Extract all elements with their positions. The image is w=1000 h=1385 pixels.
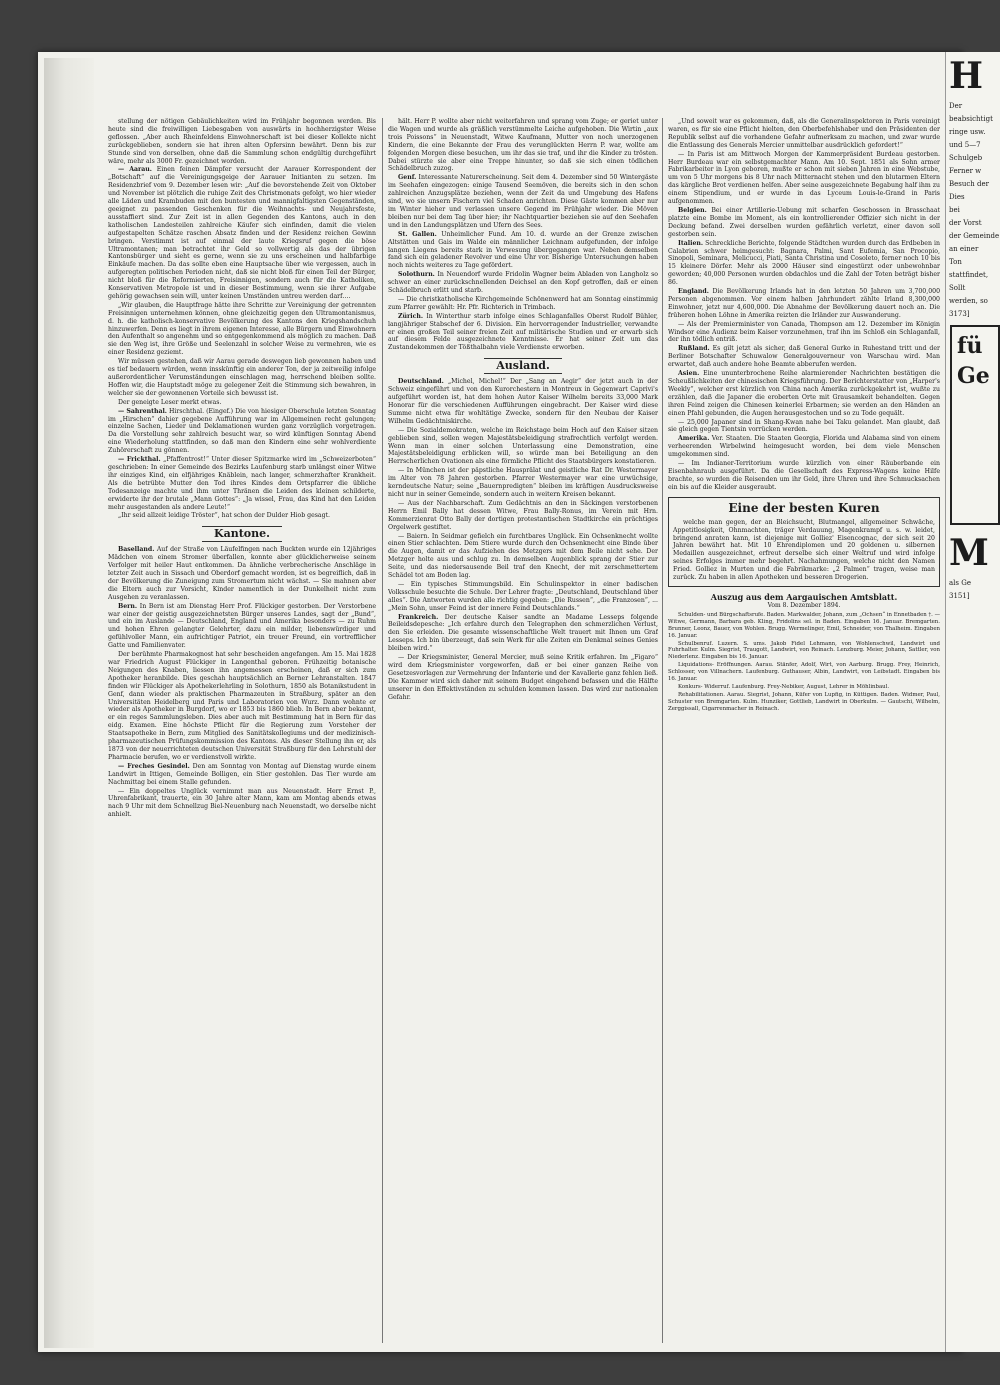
fragment-text: der Vorst: [949, 219, 982, 227]
article-paragraph: — Im Indianer-Territorium wurde kürzlich von einer Räuberbande ein Eisenbahnraub ausgeführt. Da die Gesellschaft des Express-Wagens keine Hilfe brachte, so wurden die Reisenden um ihr Geld, ihre Uhren und ihre Schmucksachen ein bis auf die Kleider ausgeraubt.: [668, 460, 940, 491]
article-paragraph: [668, 240, 940, 287]
article-paragraph: [668, 207, 940, 239]
article-head: Deutschland.: [398, 378, 444, 386]
page-gutter-shadow: [44, 58, 94, 1348]
article-text: „Michel, Michel!“ Der „Sang an Aegir“ der jetzt auch in der Schweiz eingeführt und von den Kurorchestern in Montreux in Gegenwart Caprivi's aufgeführt worden ist, hat dem hohen Autor Kaiser Wilhelm bereits 33,000 Mark Honorar für die verschiedenen Aufführungen eingebracht. Der Kaiser wird diese Summe nicht etwa für wohltätige Zwecke, sondern für den Neubau der Kaiser Wilhelm Gedächtniskirche.: [388, 378, 658, 425]
article-paragraph: hält. Herr P. wollte aber nicht weiterfahren und sprang vom Zuge; er geriet unter die Wagen und wurde als gräßlich verstümmelte Leiche aufgehoben. Die Wirtin „aux trois Poissons“ in Neuenstadt, Witwe Kaufmann, Mutter von noch unerzogenen Kindern, die eine Bekannte der Frau des verunglückten Herrn P. war, wollte am folgenden Morgen diese besuchen, um ihr das sie traf, und ihr die Kinder zu trösten. Dabei stürzte sie aber eine Treppe hinunter, so daß sie sich einen tödlichen Schädelbruch zuzog.: [388, 118, 658, 173]
article-paragraph: — Die Sozialdemokraten, welche im Reichstage beim Hoch auf den Kaiser sitzen geblieben sind, sollen wegen Majestätsbeleidigung strafrechtlich verfolgt werden. Wenn man in einer solchen Unterlassung eine Demonstration, eine Majestätsbeleidigung erblicken will, so würde man bei Beteiligung an den Herrscherlichen Ovationen als eine förmliche Pflicht des Staatsbürgers konstatieren.: [388, 426, 658, 466]
notice-entry: Konkurs- Widerruf. Laufenburg. Frey-Nebiker, August, Lehrer in Möhlinbaul.: [678, 684, 890, 690]
column-rule: [662, 118, 663, 1343]
article-text: Den am Sonntag von Montag auf Dienstag wurde einem Landwirt in Ittigen, Gemeinde Bolligen, ein Stier gestohlen. Das Tier wurde am Nachmittag bei einem Stalle gefunden.: [108, 762, 376, 786]
article-paragraph: [668, 435, 940, 459]
section-heading-ausland: Ausland.: [388, 358, 658, 374]
section-heading-kantone: Kantone.: [108, 526, 376, 542]
fragment-text: und 5—7: [949, 141, 981, 149]
fragment-text: an einer: [949, 245, 979, 253]
fragment-text: Schulgeb: [949, 154, 983, 162]
column-rule: [382, 118, 383, 1343]
article-paragraph: — 25,000 Japaner sind in Shang-Kwan nahe bei Taku gelandet. Man glaubt, daß sie gleich gegen Tientsin vorrücken werden.: [668, 418, 940, 434]
fragment-text: Ferner w: [949, 167, 982, 175]
fragment-text: Ton: [949, 258, 962, 266]
article-head: — Freches Gesindel.: [118, 762, 190, 770]
article-paragraph: [388, 614, 658, 654]
fragment-text: Besuch der: [949, 180, 990, 188]
article-paragraph: — Aus der Nachbarschaft. Zum Gedächtnis an den in Säckingen verstorbenen Herrn Emil Bally hat dessen Witwe, Frau Bally-Ronus, im Verein mit Hrn. Kommerzienrat Otto Bally der dortigen protestantischen Stadtkirche ein prächtiges Orgelwerk gestiftet.: [388, 499, 658, 531]
fragment-ad-text: Ge: [957, 363, 990, 389]
article-paragraph: [108, 763, 376, 787]
article-head: Zürich.: [398, 312, 424, 320]
fragment-text: Der: [949, 102, 963, 110]
article-head: Solothurn.: [398, 271, 435, 279]
article-text: Schreckliche Berichte, folgende Städtchen wurden durch das Erdbeben in Calabrien schwer heimgesucht: Bagnara, Palmi, Sant Eufemia, San Procopio, Sinopoli, Seminara, Melicucci, Piati, Santa Christina und Cosoleto, ferner noch 10 bis 15 kleinere Dörfer. Mehr als 2000 Häuser sind eingestürzt oder unbewohnbar geworden; 40,000 Personen wurden obdachlos und die Zahl der Toten beträgt bisher 86.: [668, 239, 940, 287]
article-paragraph: — Als der Premierminister von Canada, Thompson am 12. Dezember im Königin Windsor eine Audienz beim Kaiser vorzunehmen, traf ihn im Schloß ein Schlaganfall, der ihn tödlich entriß.: [668, 320, 940, 344]
article-paragraph: [108, 456, 376, 511]
article-paragraph: [668, 288, 940, 320]
article-head: St. Gallen.: [398, 230, 437, 238]
article-paragraph: [388, 271, 658, 295]
article-text: In Winterthur starb infolge eines Schlaganfalles Oberst Rudolf Bühler, langjähriger Stabschef der 6. Division. Ein hervorragender Industrieller, verwandte er einen großen Teil seiner freien Zeit auf militärische Studien und er erwarb sich auf diesem Felde ausgezeichnete Kenntnisse. Er hat seiner Zeit um das Zustandekommen der Tößthalbahn viele Verdienste erworben.: [388, 312, 658, 352]
article-text: Auf der Straße von Läufelfingen nach Buckten wurde ein 12jähriges Mädchen von einem Stromer überfallen, konnte aber glücklicherweise seinem Verfolger mit heiler Haut entkommen. Da ähnliche verbrecherische Anschläge in letzter Zeit auch in Sissach und Oberdorf gemacht worden, ist es begreiflich, daß in der Bevölkerung die Zuneigung zum Stromertum nicht wächst. — Sie mahnen aber die Eltern auch zur Vorsicht, Kinder namentlich in der Dunkelheit nicht zum Ausgehen zu veranlassen.: [108, 546, 376, 601]
column-3: [668, 118, 940, 1343]
article-head: Bern.: [118, 602, 138, 610]
article-paragraph: [108, 408, 376, 455]
article-text: In Neuendorf wurde Fridolin Wagner beim Abladen von Langholz so schwer an einer zurückschnellenden Deichsel an den Kopf getroffen, daß er einen Schädelbruch erlitt und starb.: [388, 271, 658, 295]
article-paragraph: [388, 378, 658, 425]
article-paragraph: — Ein typisches Stimmungsbild. Ein Schulinspektor in einer badischen Volksschule besuchte die Schule. Der Lehrer fragte: „Deutschland, Deutschland über alles“. Die Antworten wurden alle richtig gegeben: „Die Russen“, „die Franzosen“, ... „Mein Sohn, unser Feind ist der innere Feind Deutschlands.“: [388, 580, 658, 612]
article-head: — Sahrenthal.: [118, 407, 167, 415]
advertisement-text: welche man gegen, der an Bleichsucht, Blutmangel, allgemeiner Schwäche, Appetitlosigkeit, Ohnmachten, träger Verdauung, Magenkrampf u. s. w. leidet, bringend anraten kann, ist diejenige mit Golliez' Eisencognac, der sich seit 20 Jahren bewährt hat. Mit 10 Ehrendiplomen und 20 goldenen u. silbernen Medaillen ausgezeichnet, erfreut derselbe sich einer Weltruf und wird infolge seines Erfolges immer mehr begehrt. Nachahmungen, welche nicht den Namen Fried. Golliez in Murten und die Fabrikmarke: „2 Palmen“ tragen, weise man zurück. Zu haben in allen Apotheken und besseren Drogerien.: [673, 518, 935, 582]
article-text: Der deutsche Kaiser sandte an Madame Lesseps folgende Beileidsdepesche: „Ich erfahre durch den Telegraphen den schmerzlichen Verlust, den Sie erleiden. Die gesamte wissenschaftliche Welt trauert mit Ihnen um Graf Lesseps. Ich bin überzeugt, daß sein Werk für alle Zeiten ein Denkmal seines Genies bleiben wird.“: [388, 613, 658, 653]
article-paragraph: [388, 231, 658, 271]
article-paragraph: [388, 313, 658, 353]
article-paragraph: — Baiern. In Seidmar gefielch ein furchtbares Unglück. Ein Ochsenknecht wollte einen Stier schlachten. Dem Stiere wurde durch den Ochsenknecht eine Binde über die Augen, damit er das Aufziehen des Metzgers mit dem Beile nicht sehe. Der Metzger holte aus und schlug zu. In demselben Augenblick sprang der Stier zur Seite, und das niedersausende Beil traf den Knecht, der mit zerschmettertem Schädel tot am Boden lag.: [388, 532, 658, 580]
article-paragraph: Der berühmte Pharmakognost hat sehr bescheiden angefangen. Am 15. Mai 1828 war Friedrich August Flückiger in Langenthal geboren. Frühzeitig botanische Neigungen des Knaben, liessen ihn angemessen erscheinen, daß er sich zum Apotheker heranbilde. Dies geschah hauptsächlich an Berner Lehranstalten. 1847 finden wir Flückiger als Apothekerlehrling in Solothurn, 1850 als Botanikstudent in Genf, dann wieder als praktischen Pharmazeuten in Straßburg, später an den Universitäten Heidelberg und Paris und Laboratorien von Wurz. Dann wohnte er wieder als Apotheker in Burgdorf, wo er 1853 bis 1860 blieb. In Bern aber bekannt, er ein reges Sammlungsleben. Dies aber auch mit Bestimmung hat in Bern für das eidg. Examen. Eine höchste Pflicht für die Regierung zum Vorsteher der Staatsapotheke in Bern, zum Mitglied des Sanitätskollegiums und der medizinisch-pharmazeutischen Prüfungskommission des Kantons. Als dieser Stellung ihn er, als 1873 von der neuerrichteten deutschen Universität Straßburg für den Lehrstuhl der Pharmacie berufen, wo er verdienstvoll wirkte.: [108, 651, 376, 761]
article-text: Die Bevölkerung Irlands hat in den letzten 50 Jahren um 3,700,000 Personen abgenommen. Vor einem halben Jahrhundert zählte Irland 8,300,000 Einwohner, jetzt nur 4,600,000. Die Abnahme der Bevölkerung dauert noch an. Die früheren hohen Löhne in Amerika reizten die Irländer zur Auswanderung.: [668, 288, 940, 319]
article-paragraph: [668, 345, 940, 369]
column-1: [108, 118, 376, 1343]
article-text: Einen feinen Dämpfer versucht der Aarauer Korrespondent der „Botschaft“ auf die Vereinigungsgeige der Aarauer Initianten zu setzen. Im Residenzbrief vom 9. Dezember lesen wir: „Auf die bevorstehende Zeit von Oktober und November ist plötzlich die ruhige Zeit des Christmonats gefolgt, wo hier wieder alle Läden und Krambuden mit den buntesten und mannigfaltigsten Gegenständen, geeignet zu passenden Geschenken für die Weihnachts- und Neujahrsfeste, ausstaffiert sind. Zur Zeit ist in allen Gegenden des Kantons, auch in den katholischen Landesteilen zahlreiche Käufer sich einfinden, damit die vielen aufgestapelten Schätze raschen Absatz finden und der Residenz reichen Gewinn bringen. Verstimmt ist auf einmal der laute Kriegsruf gegen die böse Ultramontanen; man betrachtet ihr Geld so vollwertig als das der übrigen Kantonsbürger und sieht es gerne, wenn sie zu uns erscheinen und halbfarbige Einkäufe machen. Da das sollte eben eine Hauptsache über wie vergessen, auch in aufgeregten politischen Perioden nicht, daß sie nicht bloß für einen Teil der Bürger, nicht bloß für die Reformierten, Freisinnigen, sondern auch für die Katholiken, Konservativen Metropole ist und in dieser Bestimmung, wenn sie ihrer Aufgabe gehörig gewachsen sein will, unter keinen Umständen untreu werden darf….: [108, 166, 376, 300]
article-paragraph: [668, 370, 940, 417]
article-paragraph: [108, 603, 376, 650]
article-head: — Aarau.: [118, 166, 152, 174]
fragment-text: 3173]: [949, 310, 970, 318]
article-text: Ver. Staaten. Die Staaten Georgia, Florida und Alabama sind von einem verheerenden Wirbelwind heimgesucht worden, bei dem viele Menschen umgekommen sind.: [668, 435, 940, 459]
article-paragraph: Der geneigte Leser merkt etwas.: [118, 398, 222, 406]
article-text: Bei einer Artillerie-Uebung mit scharfen Geschossen in Brasschaat platzte eine Bombe im Moment, als ein kontrollierender Offizier sich nicht in der Deckung befand. Zwei derselben wurden gefährlich verletzt, einer davon soll gestorben sein.: [668, 206, 940, 238]
fragment-text: ringe usw.: [949, 128, 986, 136]
fragment-text: stattfindet,: [949, 271, 989, 279]
article-paragraph: — Die christkatholische Kirchgemeinde Schönenwerd hat am Sonntag einstimmig zum Pfarrer gewählt: Hr. Pfr. Richterich in Trimbach.: [388, 295, 658, 311]
article-head: Baselland.: [118, 546, 155, 554]
article-text: Interessante Naturerscheinung. Seit dem 4. Dezember sind 50 Wintergäste im Seehafen eingezogen: einige Tausend Seemöven, die bereits sich in den schon zahlreichen Anzugsplätze beziehen, wenn der Zeit da und Umgebung des Hafens sind, wo sie unsern Fischern viel Schaden anrichten. Diese Gäste kommen aber nur im Winter hieher und verlassen unsere Gegend im Frühjahr wieder. Die Möven bleiben nur bei dem Tag über hier; ihr Nachtquartier beziehen sie auf den Seehafen und in den Landungsplätzen und Ufern des Sees.: [388, 174, 658, 229]
fragment-letter: M: [949, 532, 989, 574]
article-paragraph: stellung der nötigen Gebäulichkeiten wird im Frühjahr begonnen werden. Bis heute sind die freiwilligen Liebesgaben von auswärts in hochherzigster Weise geflossen. „Aber auch Rheinfeldens Einwohnerschaft ist bei dieser Kollekte nicht zurückgeblieben, sondern sie hat ihren alten Opfersinn bewährt. Denn bis zur Stunde sind von derselben, ohne daß die Sammlung schon endgültig durchgeführt wäre, mehr als 3000 Fr. gezeichnet worden.: [108, 118, 376, 165]
fragment-text: als Ge: [949, 579, 971, 587]
notice-entry: Liquidations- Eröffnungen. Aarau. Stänfer, Adolf, Wirt, von Aarburg. Brugg. Frey, Heinrich, Schlosser, von Villnachern. Laufenburg. Guthauser, Albin, Landwirt, von Leibstadt. Eingaben bis 16. Januar.: [668, 662, 940, 683]
article-text: Es gilt jetzt als sicher, daß General Gurko in Ruhestand tritt und der Berliner Botschafter Schuwalow Generalgouverneur von Warschau wird. Man erwartet, daß auch andere hohe Beamte abberufen werden.: [668, 345, 940, 369]
column-2: [388, 118, 658, 1343]
article-paragraph: „Ihr seid allzeit leidige Tröster“, hat schon der Dulder Hiob gesagt.: [118, 512, 331, 520]
advertisement-title: Eine der besten Kuren: [728, 500, 880, 515]
article-paragraph: — In Paris ist am Mittwoch Morgen der Kammerpräsident Burdeau gestorben. Herr Burdeau war ein selbstgemachter Mann. Am 10. Sept. 1851 als Sohn armer Fabrikarbeiter in Lyon geboren, mußte er schon mit sieben Jahren in eine Webstube, um von 5 Uhr morgens bis 8 Uhr nach Mitternacht stehen und den blutarmen Eltern das kärgliche Brot verdienen helfen. Aber seine ausgezeichnete Begabung half ihm zu einem Stipendium, und er wurde in das Lyceum Louis-le-Grand in Paris aufgenommen.: [668, 150, 940, 206]
article-head: Frankreich.: [398, 613, 439, 621]
article-paragraph: — Ein doppeltes Unglück vernimmt man aus Neuenstadt. Herr Ernst P., Uhrenfabrikant, trauerte, ein 30 Jahre alter Mann, kam am Montag abends etwas nach 9 Uhr mit dem Schnellzug Biel-Neuenburg nach Neuenstadt, wo derselbe nicht anhielt.: [108, 787, 376, 819]
fragment-text: bei: [949, 206, 960, 214]
fragment-ad-text: fü: [957, 333, 983, 359]
article-head: Asien.: [678, 370, 700, 378]
notice-entry: Schulbenruf. Luzern. S. ums. Jakob Fidel Lehmann, von Wohlenschwil, Landwirt und Fuhrhalter. Kulm. Siegrist, Traugott, Landwirt, von Reinach. Lenzburg. Meier, Johann, Sattler, von Niederlenz. Eingaben bis 16. Januar.: [668, 640, 940, 661]
article-head: England.: [678, 288, 709, 296]
fragment-text: Sollt: [949, 284, 966, 292]
article-text: Hirschthal. (Eingef.) Die von hiesiger Oberschule letzten Sonntag im „Hirschen“ dahier gegebene Aufführung war im Allgemeinen recht gelungen; einzelne Sachen, Lieder und Deklamationen wurden ganz vorzüglich vorgetragen. Da die Vorstellung sehr zahlreich besucht war, so wird künftigen Sonntag Abend eine Wiederholung stattfinden, so daß man den Kindern eine sehr wohlverdiente Zuhörerschaft zu gönnen.: [108, 407, 376, 455]
fragment-letter: H: [949, 55, 984, 97]
fragment-ad-box: [950, 325, 1000, 525]
article-paragraph: „Und soweit war es gekommen, daß, als die Generalinspektoren in Paris vereinigt waren, es für sie eine Pflicht hielten, den Oberbefehlshaber und den Präsidenten der Republik selbst auf die vorhandene Gefahr aufmerksam zu machen, und zwar wurde die Entlassung des Generals Mercier unmittelbar ausdrücklich gefordert!“: [668, 118, 940, 149]
article-paragraph: Wir müssen gestehen, daß wir Aarau gerade deswegen lieb gewonnen haben und es tief bedauern würden, wenn insskünftig ein anderer Ton, der ja zeitweilig infolge außerordentlicher Verumständungen einschlagen mag, herrschend bleiben sollte. Hoffen wir, die Hauptstadt möge zu gelegener Zeit die Stimmung sich bewahren, in welcher sie der gewonnenen Vorteile sich bewusst ist.: [108, 358, 376, 397]
article-paragraph: [388, 174, 658, 229]
article-head: Genf.: [398, 174, 417, 182]
adjacent-page-fragment: [945, 52, 1000, 1352]
article-paragraph: [108, 166, 376, 300]
article-paragraph: — In München ist der päpstliche Hausprälat und geistliche Rat Dr. Westermayer im Alter von 78 Jahren gestorben. Pfarrer Westermayer war eine urwüchsige, kerndeutsche Natur; seine „Bauernpredigten“ bleiben im kräftigen Ausdrucksweise nicht nur in seiner Gemeinde, sondern auch in weitern Kreisen bekannt.: [388, 467, 658, 498]
fragment-text: der Gemeinde: [949, 232, 1000, 240]
advertisement-box: [668, 497, 940, 587]
notice-entry: Rehabilitationen. Aarau. Siegrist, Johann, Küfer von Lupfig, in Küttigen. Baden. Widmer, Paul, Schuster von Bremgarten. Kulm. Hunziker, Gottlieb, Landwirt in Oberkulm. — Gautschi, Wilhelm, Zerggissall, Cigarrenmacher in Reinach.: [668, 691, 940, 712]
article-paragraph: — Der Kriegsminister, General Mercier, muß seine Kritik erfahren. Im „Figaro“ wird dem Kriegsminister vorgeworfen, daß er bei einer ganzen Reihe von Gesetzesvorlagen zur Vermehrung der Infanterie und der Kavallerie ganz fehlen ließ. Die Kammer wird sich daher mit seinem Budget eingehend befassen und die Hälfte unserer in den Effektivständen zu schulden kommen lassen. Das wird zur nationalen Gefahr.: [388, 654, 658, 701]
article-head: Amerika.: [678, 435, 710, 443]
article-text: „Pfaffentrost!“ Unter dieser Spitzmarke wird im „Schweizerboten“ geschrieben: In einer Gemeinde des Bezirks Laufenburg starb unlängst einer Witwe ihr einziges Kind, ein elfjähriges Knäblein, nach langer, schmerzhafter Krankheit. Als die betrübte Mutter den Tod ihres Kindes dem Ortspfarrer die übliche Todesanzeige machte und ihm unter Thränen die Leiden des kleinen schilderte, erwiderte ihr der brutale „Mann Gottes“: „Ja wissel, Frau, das Kind hat den Leiden mehr ausgestanden als andere Leute!“: [108, 456, 376, 511]
fragment-text: werden, so: [949, 297, 988, 305]
official-notice-date: Vom 8. Dezember 1894.: [767, 601, 841, 609]
official-notice-title: Auszug aus dem Aargauischen Amtsblatt.: [710, 591, 898, 602]
article-paragraph: „Wir glauben, die Hauptfrage hätte ihre Schritte zur Vereinigung der getrennten Freisinnigen unternehmen können, ohne gleichzeitig gegen den Ultramontanismus, d. h. die katholisch-konservative Bevölkerung des Kantons den Kriegshandschuh hinzuwerfen. Denn es liegt in ihrem eigenen Interesse, alle Bürgern und Einwohnern den Aufenthalt so angenehm und so entgegenkommend als möglich zu machen. Daß sie den Weg ist, ihre Größe und Seelenzahl in solcher Weise zu vermehren, wie es einer Residenz geziemt.: [108, 301, 376, 357]
article-text: Eine ununterbrochene Reihe alarmierender Nachrichten bestätigen die Scheußlichkeiten der chinesischen Kriegsführung. Der Berichterstatter von „Harper's Weekly“, welcher erst kürzlich von China nach Amerika zurückgekehrt ist, wußte zu erzählen, daß die Japaner die eroberten Orte mit Grausamkeit behandelten. Gegen ihren Feind zeigen die Chinesen keinerlei Erbarmen; sie werden an den Händen an einen Pfahl gebunden, die Augen herausgestochen und so zu Tode gequält.: [668, 370, 940, 417]
article-text: Unheimlicher Fund. Am 10. d. wurde an der Grenze zwischen Altstätten und Gais im Walde ein männlicher Leichnam aufgefunden, der infolge langen Liegens bereits stark in Verwesung übergegangen war. Neben demselben fand sich ein geladener Revolver und eine Uhr vor. Bisherige Untersuchungen haben noch nichts weiteres zu Tage gefördert.: [388, 230, 658, 270]
fragment-text: beabsichtigt: [949, 115, 993, 123]
fragment-text: 3151]: [949, 592, 970, 600]
fragment-text: Dies: [949, 193, 965, 201]
article-head: Belgien.: [678, 206, 707, 214]
article-text: In Bern ist am Dienstag Herr Prof. Flückiger gestorben. Der Verstorbene war einer der geistig ausgezeichnetsten Bürger unseres Landes, sagt der „Bund“, und ein im Auslande — Deutschland, England und Amerika besonders — zu Ruhm und hohen Ehren gelangter Gelehrter, dazu ein milder, liebenswürdiger und gefühlvoller Mann, ein aufrichtiger Patriot, ein treuer Freund, ein vortrefflicher Gatte und Familienvater.: [108, 602, 376, 650]
article-head: — Frickthal.: [118, 456, 161, 464]
article-paragraph: [108, 546, 376, 601]
article-head: Italien.: [678, 239, 704, 247]
article-head: Rußland.: [678, 345, 710, 353]
notice-entry: Schulden- und Bürgschaftsrufe. Baden. Markwalder, Johann, zum „Ochsen“ in Ennetbaden †. — Witwe, Germann, Barbara geb. Kling, Fridolins sel. in Baden. Eingaben 16. Januar. Bremgarten. Brunner, Leonz, Bauer, von Wohlen. Brugg. Wermelinger, Emil, Schneider, von Thalheim. Eingaben 16. Januar.: [668, 611, 940, 639]
